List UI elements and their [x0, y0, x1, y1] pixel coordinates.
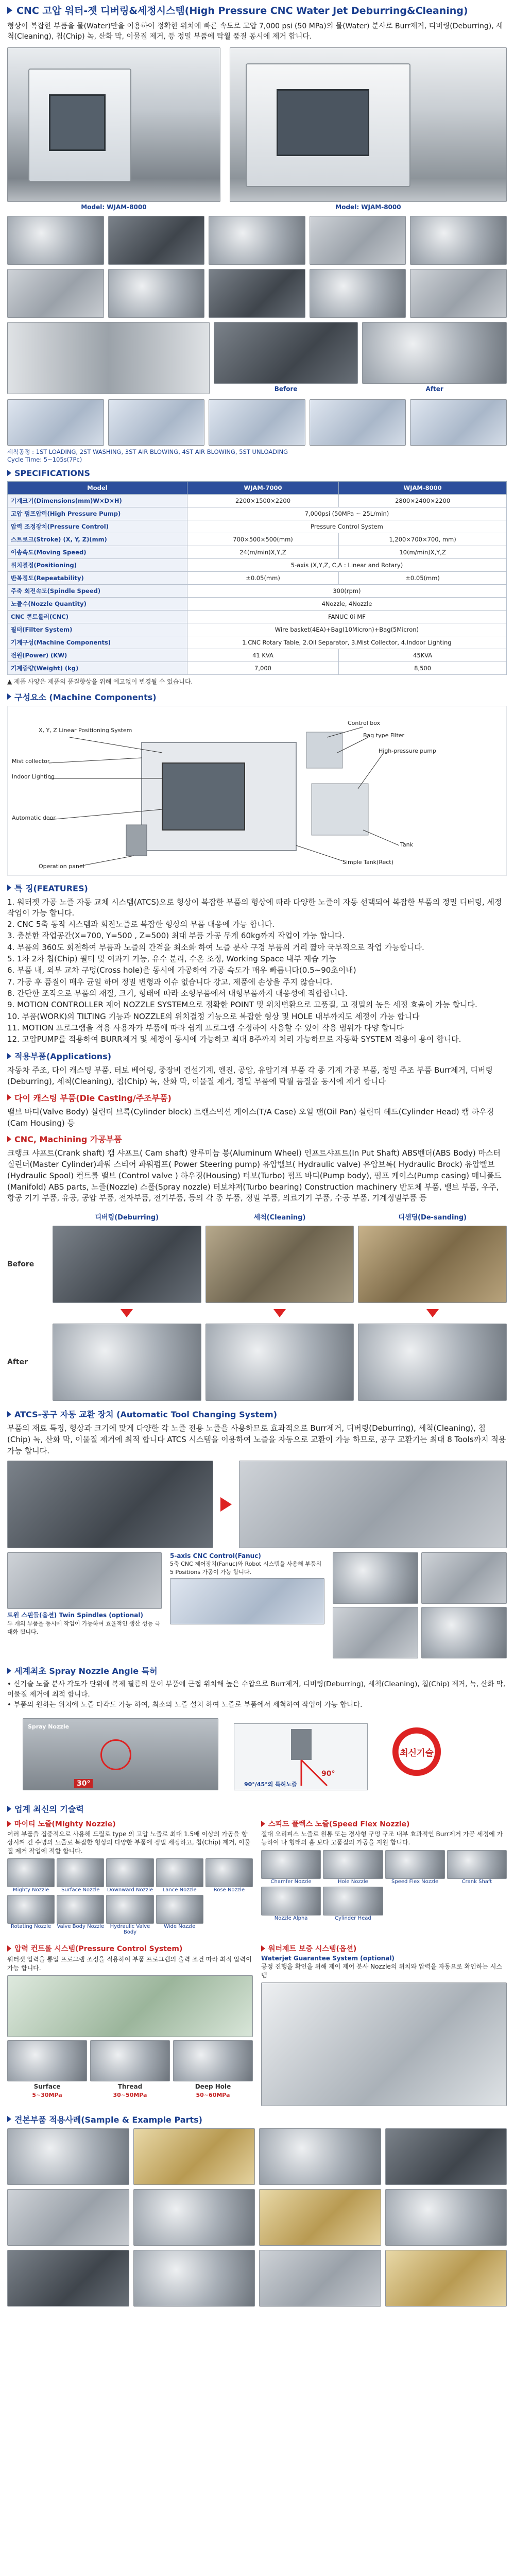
- specs-row: [8, 649, 507, 662]
- process-col-desanding: 디샌딩(De-sanding): [398, 1214, 467, 1222]
- feature-item: 10. 부품(WORK)의 TILTING 기능과 NOZZLE의 위치결정 기능으로 복잡한 형상 및 HOLE 내부까지도 세정이 가능 합니다: [7, 1011, 420, 1021]
- specs-key-cell: 노즐수(Nozzle Quantity): [8, 597, 187, 610]
- samples-grid: [7, 2128, 507, 2307]
- specs-key-cell: 필터(Filter System): [8, 623, 187, 636]
- spray-text-1: • 신기술 노즐 분사 각도가 단위에 복제 필름의 문어 부품에 근접 위치해 높은 수압으로 Burr제거, 디버링(Deburring), 세척(Cleaning), 칩(Chip) 제거, 녹, 산화 막, 이물질 제거에 최적 합니다.: [7, 1680, 506, 1699]
- feature-item: 3. 충분한 작업공간(X=700, Y=500 , Z=500) 최대 부품 가공 무게 60kg까지 작업이 가능 합니다.: [7, 931, 345, 941]
- feature-item: 9. MOTION CONTROLLER 제어 NOZZLE SYSTEM으로 정확한 POINT 및 위치변환으로 고품질, 고 정밀의 높은 세정 효율이 가능 합니다.: [7, 1000, 477, 1010]
- pressure-text: 워터젯 압력을 통일 프로그램 조정을 적용하여 부품 프로그램의 출력 조건 따라 최적 압력이 가능 합니다.: [7, 1955, 252, 1972]
- fanuc-photo: [170, 1578, 324, 1624]
- fanuc-text: 5축 CNC 제어장치(Fanuc)와 Robot 시스템을 사용해 부품의 5 Positions 가공이 가능 합니다.: [170, 1561, 322, 1576]
- feature-item: 6. 부품 내, 외부 교차 구멍(Cross hole)을 동시에 가공하여 가공 속도가 매우 빠릅니다(0.5~90초이내): [7, 965, 356, 975]
- specs-note: ▲ 제품 사양은 제품의 품질향상을 위해 예고없이 변경될 수 있습니다.: [7, 677, 193, 685]
- sample-photo: [7, 2189, 129, 2246]
- nozzle-icon: [156, 1895, 203, 1924]
- die-casting-text: 밸브 바디(Valve Body) 실린더 브록(Cylinder block) 트랜스믹션 케이스(T/A Case) 오일 팬(Oil Pan) 실린더 헤드(Cylinder Head) 캠 하우징 (Cam Housing) 등: [7, 1107, 494, 1128]
- nozzle-icon: [7, 1895, 55, 1924]
- part-photo: [410, 269, 507, 318]
- sample-photo: [385, 2128, 507, 2185]
- triangle-icon: [261, 1821, 265, 1827]
- specs-value-cell: 4Nozzle, 4Nozzle: [187, 597, 506, 610]
- label-mist: Mist collector: [12, 757, 50, 765]
- pressure-guarantee-section: [7, 1942, 507, 2106]
- nozzle-label: Nozzle Alpha: [274, 1915, 308, 1921]
- nozzle-label: Lance Nozzle: [162, 1887, 197, 1893]
- spray-angle-90: 90°: [321, 1770, 335, 1778]
- nozzle-icon: [205, 1858, 253, 1887]
- nozzle-card: [205, 1858, 253, 1893]
- specs-value-cell: ±0.05(mm): [339, 571, 507, 584]
- cnc-text: 크랭크 샤프트(Crank shaft) 캠 샤프트( Cam shaft) 알루미늄 봉(Aluminum Wheel) 인프트샤프트(In Put Shaft) ABS벤더(ABS Body) 마스터 실린더(Master Cylinder)파워 스티어 파워펌프( Power Steering pump) 유압밸브( Hydraulic valve) 유압브록( Hydraulic Brock) 유압밸브(Hydraulic Spool) 컨트롤 밸브 (Control valve ) 하우징(Housing) 터보(Turbo) 펌프 바디(Pump body), 펌프 케이스(Pump casing) 매니폴드(Manifold) ABS parts, 노즐(Nozzle) 스풀(Spray nozzle) 터보챠져(Turbo bearing) Construction machinery 반도체 부품, 밸브 부품, 우주, 항공 기기 부품, 유공, 공압 부품, 전자부품, 전기부품, 등의 각 종 부품, 정밀 부품, 의료기기 부품, 수공 부품, 기계정밀부품 등: [7, 1148, 502, 1203]
- nozzle-card: [323, 1887, 383, 1921]
- nozzle-icon: [261, 1850, 321, 1879]
- triangle-icon: [7, 1945, 11, 1952]
- specs-value-cell: ±0.05(mm): [187, 571, 338, 584]
- deep-hole-photo: [173, 2040, 253, 2081]
- feature-item: 12. 고압PUMP를 적용하여 BURR제거 및 세정이 동시에 가능하고 최대 8주까지 처리 가능하므로 자동화 SYSTEM 적용이 용이 합니다.: [7, 1035, 461, 1044]
- label-control: Control box: [348, 719, 381, 726]
- thread-label: Thread: [117, 2082, 143, 2090]
- nozzle-card: [156, 1858, 203, 1893]
- atcs-photo-right: [239, 1461, 507, 1548]
- components-heading: 구성요소 (Machine Components): [7, 691, 507, 703]
- nozzle-card: [106, 1858, 153, 1893]
- machine-caption-left: Model: WJAM-8000: [81, 203, 147, 211]
- nozzle-label: Downward Nozzle: [107, 1887, 153, 1893]
- specs-value-cell: 700×500×500(mm): [187, 533, 338, 546]
- guarantee-heading: 워터제트 보증 시스템(옵션): [261, 1943, 507, 1954]
- specs-key-cell: 스트로크(Stroke) (X, Y, Z)(mm): [8, 533, 187, 546]
- page-title: [7, 3, 507, 17]
- twin-spindle-text: 두 개의 부품을 동시에 작업이 가능하여 효율적인 생산 성능 극대화 됩니다.: [7, 1620, 161, 1636]
- workflow-step-photo: [7, 399, 104, 446]
- sample-photo: [385, 2189, 507, 2246]
- specs-value-cell: FANUC 0i MF: [187, 610, 506, 623]
- cnc-heading: CNC, Machining 가공부품: [7, 1133, 507, 1145]
- label-xyz: X, Y, Z Linear Positioning System: [39, 726, 132, 734]
- machine-photo-right: [230, 47, 507, 202]
- speed-flex-text: 절대 오리피스 노즐로 원통 또는 경사형 구멍 구조 내부 효과적인 Burr제거 가공 세정에 가능하여 나 형태의 홈 보다 고품질의 가공을 지원 합니다.: [261, 1831, 503, 1846]
- triangle-icon: [7, 470, 11, 476]
- workflow-step-photo: [209, 399, 305, 446]
- nozzle-photo: [333, 1607, 418, 1658]
- sample-photo: [7, 2128, 129, 2185]
- workflow-step-photo: [310, 399, 406, 446]
- machine-caption-right: Model: WJAM-8000: [335, 203, 401, 211]
- nozzle-label: Rotating Nozzle: [10, 1923, 52, 1929]
- label-tank: Tank: [400, 841, 413, 848]
- fanuc-caption: 5-axis CNC Control(Fanuc): [170, 1552, 261, 1560]
- nozzle-icon: [57, 1858, 104, 1887]
- specs-value-cell: 8,500: [339, 662, 507, 674]
- workflow-text: 세척공정 : 1ST LOADING, 2ST WASHING, 3ST AIR BLOWING, 4ST AIR BLOWING, 5ST UNLOADING: [7, 448, 288, 455]
- feature-item: 4. 부품의 360도 회전하여 부품과 노즐의 간격을 최소화 하여 노즐 분사 구경 부품의 거리 짧아 국부적으로 작업 가능합니다.: [7, 942, 424, 952]
- specs-row: [8, 636, 507, 649]
- specs-key-cell: 이송속도(Moving Speed): [8, 546, 187, 558]
- part-photo: [209, 216, 305, 265]
- arrow-down-icon: [273, 1309, 286, 1317]
- components-diagram: [7, 706, 507, 876]
- process-row-after: After: [7, 1358, 28, 1367]
- process-col-deburring: 디버링(Deburring): [95, 1214, 159, 1222]
- atcs-options: [7, 1552, 507, 1658]
- part-photo: [209, 269, 305, 318]
- nozzle-card: [106, 1895, 153, 1935]
- nozzle-label: Surface Nozzle: [61, 1887, 100, 1893]
- nozzles-heading: 업계 최신의 기술력: [7, 1803, 507, 1815]
- workflow-strip: [7, 399, 507, 446]
- pressure-heading: 압력 컨트롤 시스템(Pressure Control System): [7, 1943, 253, 1954]
- sample-photo: [259, 2189, 381, 2246]
- deburring-before-photo: [53, 1226, 201, 1303]
- nozzle-label: Hydraulic Valve Body: [110, 1923, 150, 1935]
- sample-photo: [133, 2128, 255, 2185]
- specs-value-cell: 7,000: [187, 662, 338, 674]
- specs-key-cell: CNC 콘트롤러(CNC): [8, 610, 187, 623]
- workflow-step-photo: [410, 399, 507, 446]
- nozzle-icon: [385, 1850, 445, 1879]
- guarantee-photo: [261, 1982, 507, 2106]
- nozzle-card: [156, 1895, 203, 1935]
- specs-value-cell: 24(m/min)X,Y,Z: [187, 546, 338, 558]
- nozzle-icon: [323, 1850, 383, 1879]
- spray-text-2: • 부품의 원하는 위치에 노즐 다각도 가능 하여, 최소의 노즐 설치 하여 노즐로 부품에서 세척하여 작업이 가능 합니다.: [7, 1700, 363, 1709]
- deep-hole-label: Deep Hole: [195, 2082, 231, 2090]
- surface-label: Surface: [33, 2082, 61, 2090]
- desanding-before-photo: [358, 1226, 507, 1303]
- samples-heading: 견본부품 적용사례(Sample & Example Parts): [7, 2113, 507, 2125]
- mighty-nozzle-text: 여러 부품을 집중적으로 사용해 드릴로 type 의 고압 노즐로 최대 1.5배 이상의 가공을 향상시켜 긴 수명의 노즐로 복잡한 형상의 다양한 부품에 정밀 세정하고, 칩(Chip) 제거, 이물질 제거 작업에 적합 합니다.: [7, 1831, 251, 1855]
- specs-value-cell: Wire basket(4EA)+Bag(10Micron)+Bag(5Micron): [187, 623, 506, 636]
- triangle-icon: [7, 7, 12, 14]
- atcs-text: 부품의 재료 특징, 형상과 크기에 맞게 다양한 각 노즐 전용 노즐을 사용하므로 효과적으로 Burr제거, 디버링(Deburring), 세척(Cleaning), 칩(Chip) 녹, 산화 막, 이물질 제거에 최적 합니다 ATCS 시스템을 이용하여 노즐을 자동으로 교환이 가능 하므로, 공구 교환기는 최대 8 Tools까지 적용 가능 합니다.: [7, 1423, 506, 1455]
- label-pump: High-pressure pump: [379, 747, 436, 754]
- spray-angle-30: 30°: [74, 1779, 93, 1788]
- title-text: CNC 고압 워터-젯 디버링&세정시스템(High Pressure CNC Water Jet Deburring&Cleaning): [16, 5, 468, 16]
- specs-key-cell: 압력 조정장치(Pressure Control): [8, 520, 187, 533]
- nozzle-icon: [106, 1895, 153, 1924]
- thread-pressure: 30~50MPa: [113, 2091, 147, 2098]
- specs-col-header: WJAM-8000: [339, 481, 507, 494]
- pressure-screen-photo: [7, 1975, 253, 2037]
- nozzle-card: [385, 1850, 445, 1885]
- parts-gallery: [7, 216, 507, 318]
- nozzle-label: Cylinder Head: [335, 1915, 371, 1921]
- specs-row: [8, 558, 507, 571]
- process-grid: [7, 1210, 507, 1401]
- nozzle-card: [57, 1895, 104, 1935]
- triangle-icon: [7, 885, 11, 891]
- nozzle-label: Wide Nozzle: [164, 1923, 196, 1929]
- triangle-icon: [261, 1945, 265, 1952]
- desanding-after-photo: [358, 1324, 507, 1401]
- specs-col-header: WJAM-7000: [187, 481, 338, 494]
- feature-item: 5. 1차 2차 칩(Chip) 필터 및 여과기 기능, 유수 분리, 수온 조정, Working Space 내부 제습 기능: [7, 954, 336, 964]
- nozzle-label: Speed Flex Nozzle: [391, 1878, 439, 1885]
- mighty-nozzle-grid: [7, 1858, 253, 1935]
- specs-row: [8, 597, 507, 610]
- triangle-icon: [7, 1806, 11, 1812]
- spray-label-2: 90°/45°의 특허노즐: [244, 1781, 297, 1788]
- spray-diagram: [7, 1713, 507, 1795]
- specs-row: [8, 584, 507, 597]
- triangle-icon: [7, 1411, 11, 1417]
- sample-photo: [133, 2250, 255, 2307]
- specs-key-cell: 고압 펌프압력(High Pressure Pump): [8, 507, 187, 520]
- specs-col-header: Model: [8, 481, 187, 494]
- specs-row: [8, 520, 507, 533]
- after-label: After: [425, 385, 443, 393]
- nozzle-photo: [333, 1552, 418, 1604]
- nozzle-label: Valve Body Nozzle: [57, 1923, 105, 1929]
- part-photo: [310, 269, 406, 318]
- workflow-step-photo: [108, 399, 205, 446]
- triangle-icon: [7, 693, 11, 700]
- specs-row: [8, 507, 507, 520]
- triangle-icon: [7, 1053, 11, 1059]
- nozzle-icon: [447, 1850, 507, 1879]
- specs-value-cell: 41 KVA: [187, 649, 338, 662]
- cleaning-after-photo: [205, 1324, 354, 1401]
- nozzle-icon: [261, 1887, 321, 1916]
- cycle-time-text: Cycle Time: 5~105s(7Pc): [7, 455, 82, 463]
- feature-item: 1. 워터젯 가공 노즐 자동 교체 시스템(ATCS)으로 형상이 복잡한 부품의 형상에 따라 다양한 노즐이 자동 선택되어 복잡한 부품의 정밀 디버링, 세정 작업이 가능 합니다.: [7, 897, 502, 918]
- sample-photo: [385, 2250, 507, 2307]
- nozzles-section: [7, 1818, 507, 1935]
- specs-key-cell: 기계구성(Machine Components): [8, 636, 187, 649]
- atcs-photos: [7, 1461, 507, 1548]
- specs-value-cell: 45KVA: [339, 649, 507, 662]
- specs-value-cell: 5-axis (X,Y,Z, C,A : Linear and Rotary): [187, 558, 506, 571]
- part-photo: [108, 269, 205, 318]
- specs-value-cell: 300(rpm): [187, 584, 506, 597]
- specs-row: [8, 623, 507, 636]
- applications-text: 자동차 주조, 다이 캐스팅 부품, 터보 베어링, 중장비 건설기계, 엔진, 공압, 유압기계 부품 각 종 기계 가공 부품, 정밀 주조 부품 Burr제거, 디버링(Deburring), 세척(Cleaning), 칩(Chip) 녹, 산화 막, 이물질 제거, 정밀 부품에 탁월 품질을 동시에 제거 합니다: [7, 1065, 493, 1087]
- label-bag: Bag type Filter: [363, 732, 405, 739]
- specs-value-cell: 2800×2400×2200: [339, 494, 507, 507]
- nozzle-icon: [323, 1887, 383, 1916]
- nozzle-icon: [7, 1858, 55, 1887]
- speed-flex-grid: [261, 1850, 507, 1921]
- nozzle-card: [323, 1850, 383, 1885]
- specs-row: [8, 610, 507, 623]
- latest-tech-badge: 최신기술: [388, 1723, 445, 1780]
- atcs-photo-left: [7, 1461, 213, 1548]
- spray-heading: 세계최초 Spray Nozzle Angle 특허: [7, 1665, 507, 1676]
- feature-item: 2. CNC 5축 동작 시스템과 회전노즐로 복잡한 형상의 부품 대응에 가능 합니다.: [7, 920, 275, 929]
- arrow-down-icon: [121, 1309, 133, 1317]
- specs-heading: SPECIFICATIONS: [7, 468, 507, 478]
- specs-key-cell: 주축 회전속도(Spindle Speed): [8, 584, 187, 597]
- nozzle-icon: [106, 1858, 153, 1887]
- specs-row: [8, 494, 507, 507]
- nozzle-label: Hole Nozzle: [337, 1878, 368, 1885]
- specs-header-row: [8, 481, 507, 494]
- pressure-modes: [7, 2040, 253, 2098]
- triangle-icon: [7, 1668, 11, 1674]
- label-auto-door: Automatic door: [12, 814, 56, 821]
- applications-heading: 적용부품(Applications): [7, 1050, 507, 1062]
- before-label: Before: [274, 385, 298, 393]
- surface-pressure: 5~30MPa: [32, 2091, 62, 2098]
- mighty-nozzle-heading: 마이티 노즐(Mighty Nozzle): [7, 1819, 253, 1829]
- arrow-right-icon: [220, 1497, 232, 1512]
- nozzle-label: Rose Nozzle: [213, 1887, 245, 1893]
- before-photo: [214, 322, 358, 384]
- nozzle-card: [7, 1895, 55, 1935]
- label-light: Indoor Lighting: [12, 773, 55, 780]
- specs-value-cell: 7,000psi (50MPa ~ 25L/min): [187, 507, 506, 520]
- sample-photo: [259, 2128, 381, 2185]
- part-photo: [108, 216, 205, 265]
- specs-value-cell: 1,200×700×700, mm): [339, 533, 507, 546]
- nozzle-card: [261, 1887, 321, 1921]
- specs-key-cell: 기계중량(Weight) (kg): [8, 662, 187, 674]
- deburring-after-photo: [53, 1324, 201, 1401]
- feature-item: 8. 간단한 조작으로 부품의 재질, 크기, 형태에 따라 소형부품에서 대형부품까지 대응성에 적합합니다.: [7, 988, 348, 998]
- nozzle-card: [57, 1858, 104, 1893]
- die-casting-heading: 다이 캐스팅 부품(Die Casting/주조부품): [7, 1092, 507, 1104]
- feature-item: 11. MOTION 프로그램을 적용 사용자가 부품에 따라 쉽게 프로그램 수정하여 사용할 수 있어 작용 범위가 다양 합니다: [7, 1023, 404, 1032]
- specs-value-cell: 2200×1500×2200: [187, 494, 338, 507]
- specs-row: [8, 533, 507, 546]
- specs-row: [8, 662, 507, 674]
- label-panel: Operation panel: [39, 862, 84, 870]
- feature-item: 7. 가공 후 품질이 매우 균일 하며 정밀 변형과 이슈 없습니다 강고. 제품에 손상을 주지 않습니다.: [7, 977, 333, 987]
- sample-photo: [259, 2250, 381, 2307]
- nozzle-label: Mighty Nozzle: [13, 1887, 49, 1893]
- specs-value-cell: Pressure Control System: [187, 520, 506, 533]
- specs-key-cell: 기계크기(Dimensions(mm)W×D×H): [8, 494, 187, 507]
- triangle-icon: [7, 1136, 11, 1142]
- features-heading: 특 징(FEATURES): [7, 882, 507, 894]
- specs-value-cell: 10(m/min)X,Y,Z: [339, 546, 507, 558]
- after-photo: [362, 322, 507, 384]
- triangle-icon: [7, 1821, 11, 1827]
- guarantee-text: 공정 진행을 확인을 위해 제이 제어 분사 Nozzle의 위치와 압력을 자동으로 확인하는 시스템: [261, 1962, 502, 1979]
- nozzle-photo: [421, 1552, 507, 1604]
- specs-key-cell: 위치결정(Positioning): [8, 558, 187, 571]
- process-col-cleaning: 세척(Cleaning): [253, 1214, 306, 1222]
- specs-key-cell: 반복정도(Repeatability): [8, 571, 187, 584]
- nozzle-card: [7, 1858, 55, 1893]
- nozzle-photo: [421, 1607, 507, 1658]
- cleaning-before-photo: [205, 1226, 354, 1303]
- specs-key-cell: 전원(Power) (KW): [8, 649, 187, 662]
- specs-table: [7, 481, 507, 675]
- machine-photos: [7, 47, 507, 211]
- part-photo: [7, 269, 104, 318]
- surface-photo: [7, 2040, 87, 2081]
- specs-value-cell: 1.CNC Rotary Table, 2.Oil Separator, 3.Mist Collector, 4.Indoor Lighting: [187, 636, 506, 649]
- atcs-heading: ATCS-공구 자동 교환 장치 (Automatic Tool Changing System): [7, 1408, 507, 1420]
- specs-row: [8, 571, 507, 584]
- nozzle-icon: [57, 1895, 104, 1924]
- part-photo: [410, 216, 507, 265]
- twin-spindle-caption: 트윈 스핀들(옵션) Twin Spindles (optional): [7, 1612, 143, 1619]
- nozzle-card: [447, 1850, 507, 1885]
- label-separator: Simple Tank(Rect): [342, 858, 393, 866]
- specs-row: [8, 546, 507, 558]
- sample-photo: [133, 2189, 255, 2246]
- machine-photo-left: [7, 47, 220, 202]
- intro-text: 형상이 복잡한 부품을 물(Water)만을 이용하여 정확한 위치에 빠른 속도로 고압 7,000 psi (50 MPa)의 물(Water) 분사로 Burr제거, 디버링(Deburring), 세척(Cleaning), 칩(Chip) 녹, 산화 막, 이물질 제거, 등 정밀 부품에 탁월 품질 동시에 제거 합니다.: [7, 22, 503, 41]
- process-row-before: Before: [7, 1260, 35, 1269]
- nozzle-card: [261, 1850, 321, 1885]
- guarantee-subheading: Waterjet Guarantee System (optional): [261, 1954, 395, 1962]
- speed-flex-heading: 스피드 플렉스 노즐(Speed Flex Nozzle): [261, 1819, 507, 1829]
- specs-table-body: [8, 494, 507, 674]
- features-list: [7, 897, 507, 1045]
- before-after-gallery: [7, 322, 507, 394]
- nozzle-label: Crank Shaft: [461, 1878, 492, 1885]
- spray-label-1: Spray Nozzle: [28, 1723, 70, 1731]
- twin-spindle-photo: [7, 1552, 162, 1609]
- shaft-photo: [7, 322, 210, 394]
- arrow-down-icon: [426, 1309, 439, 1317]
- part-photo: [7, 216, 104, 265]
- deep-hole-pressure: 50~60MPa: [196, 2091, 230, 2098]
- triangle-icon: [7, 1094, 11, 1100]
- triangle-icon: [7, 2116, 11, 2122]
- sample-photo: [7, 2250, 129, 2307]
- nozzle-label: Chamfer Nozzle: [270, 1878, 312, 1885]
- thread-photo: [90, 2040, 170, 2081]
- nozzle-icon: [156, 1858, 203, 1887]
- part-photo: [310, 216, 406, 265]
